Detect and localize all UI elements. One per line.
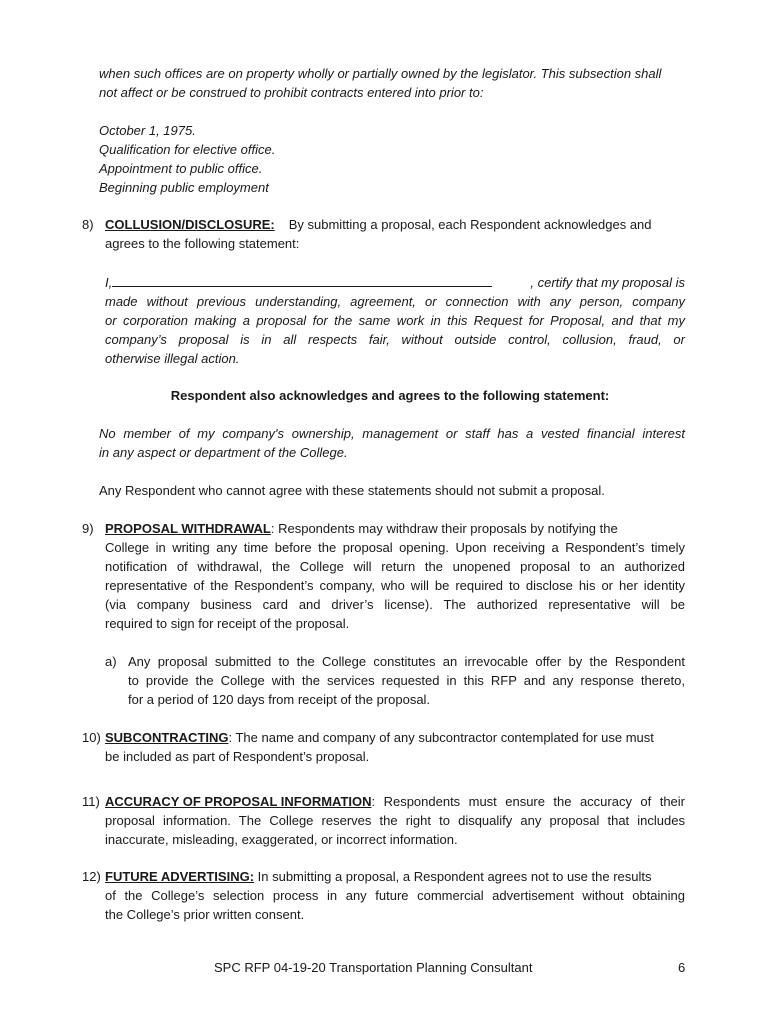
cert-line: otherwise illegal action. bbox=[105, 351, 240, 366]
closing-statement: Any Respondent who cannot agree with these statements should not submit a proposal. bbox=[99, 483, 605, 498]
cert-prefix: I, bbox=[105, 275, 113, 290]
cert-line: company’s proposal is in all respects fair, without outside control, collusion, fraud, or bbox=[105, 332, 685, 347]
subsection-text: to provide the College with the services requested in this RFP and any response thereto, bbox=[128, 673, 685, 688]
section-heading: ACCURACY OF PROPOSAL INFORMATION bbox=[105, 794, 372, 809]
section-text: required to sign for receipt of the proposal. bbox=[105, 616, 350, 631]
section-text: notification of withdrawal, the College will return the unopened proposal to an authorized bbox=[105, 559, 685, 574]
intro-list bbox=[99, 121, 275, 197]
section-text: proposal information. The College reserves the right to disqualify any proposal that includes bbox=[105, 813, 685, 828]
list-item: October 1, 1975. bbox=[99, 123, 196, 138]
section-text: (via company business card and driver’s license). The authorized representative will be bbox=[105, 597, 685, 612]
section-advertising bbox=[105, 867, 685, 924]
section-heading: FUTURE ADVERTISING: bbox=[105, 869, 255, 884]
cert-line: made without previous understanding, agreement, or connection with any person, company bbox=[105, 294, 685, 309]
page-number: 6 bbox=[678, 960, 686, 975]
section-text: be included as part of Respondent’s proposal. bbox=[105, 749, 370, 764]
section-text: inaccurate, misleading, exaggerated, or incorrect information. bbox=[105, 832, 458, 847]
ack-line: in any aspect or department of the College. bbox=[99, 445, 348, 460]
section-number: 12) bbox=[82, 869, 101, 884]
section-text: of the College’s selection process in any future commercial advertisement without obtaining bbox=[105, 888, 685, 903]
intro-paragraph bbox=[99, 64, 687, 102]
section-subcontracting bbox=[105, 728, 685, 766]
subsection-number: a) bbox=[105, 654, 117, 669]
section-text: In submitting a proposal, a Respondent agrees not to use the results bbox=[254, 869, 652, 884]
section-accuracy bbox=[105, 792, 685, 849]
footer-title: SPC RFP 04-19-20 Transportation Planning Consultant bbox=[214, 960, 533, 975]
intro-line: when such offices are on property wholly or partially owned by the legislator. This subsection shall bbox=[99, 66, 662, 81]
section-heading: SUBCONTRACTING bbox=[105, 730, 229, 745]
section-text: agrees to the following statement: bbox=[105, 236, 300, 251]
section-text: representative of the Respondent’s company, who will be required to disclose his or her identity bbox=[105, 578, 685, 593]
section-text: : Respondents may withdraw their proposals by notifying the bbox=[270, 521, 618, 536]
section-number: 9) bbox=[82, 521, 94, 536]
acknowledgement-heading: Respondent also acknowledges and agrees to the following statement: bbox=[170, 388, 610, 403]
section-number: 10) bbox=[82, 730, 101, 745]
subsection-irrevocable-offer bbox=[128, 652, 685, 709]
section-text: By submitting a proposal, each Respondent acknowledges and bbox=[288, 217, 652, 232]
section-text: : Respondents must ensure the accuracy of their bbox=[371, 794, 685, 809]
section-text: College in writing any time before the proposal opening. Upon receiving a Respondent’s timely bbox=[105, 540, 685, 555]
list-item: Appointment to public office. bbox=[99, 161, 263, 176]
subsection-text: for a period of 120 days from receipt of the proposal. bbox=[128, 692, 431, 707]
cert-line: or corporation making a proposal for the same work in this Request for Proposal, and that my bbox=[105, 313, 685, 328]
subsection-text: Any proposal submitted to the College constitutes an irrevocable offer by the Respondent bbox=[128, 654, 685, 669]
section-heading: COLLUSION/DISCLOSURE: bbox=[105, 217, 275, 232]
list-item: Qualification for elective office. bbox=[99, 142, 276, 157]
signature-blank bbox=[112, 274, 492, 287]
section-collusion bbox=[105, 215, 685, 253]
section-text: the College’s prior written consent. bbox=[105, 907, 305, 922]
list-item: Beginning public employment bbox=[99, 180, 269, 195]
certification-statement bbox=[105, 273, 685, 368]
ack-line: No member of my company's ownership, management or staff has a vested financial interest bbox=[99, 426, 685, 441]
section-number: 8) bbox=[82, 217, 94, 232]
cert-suffix: , certify that my proposal is bbox=[530, 275, 685, 290]
intro-line: not affect or be construed to prohibit contracts entered into prior to: bbox=[99, 85, 484, 100]
section-text: : The name and company of any subcontractor contemplated for use must bbox=[228, 730, 654, 745]
section-number: 11) bbox=[82, 794, 100, 809]
acknowledgement-statement bbox=[99, 424, 685, 462]
section-heading: PROPOSAL WITHDRAWAL bbox=[105, 521, 271, 536]
section-withdrawal bbox=[105, 519, 685, 633]
